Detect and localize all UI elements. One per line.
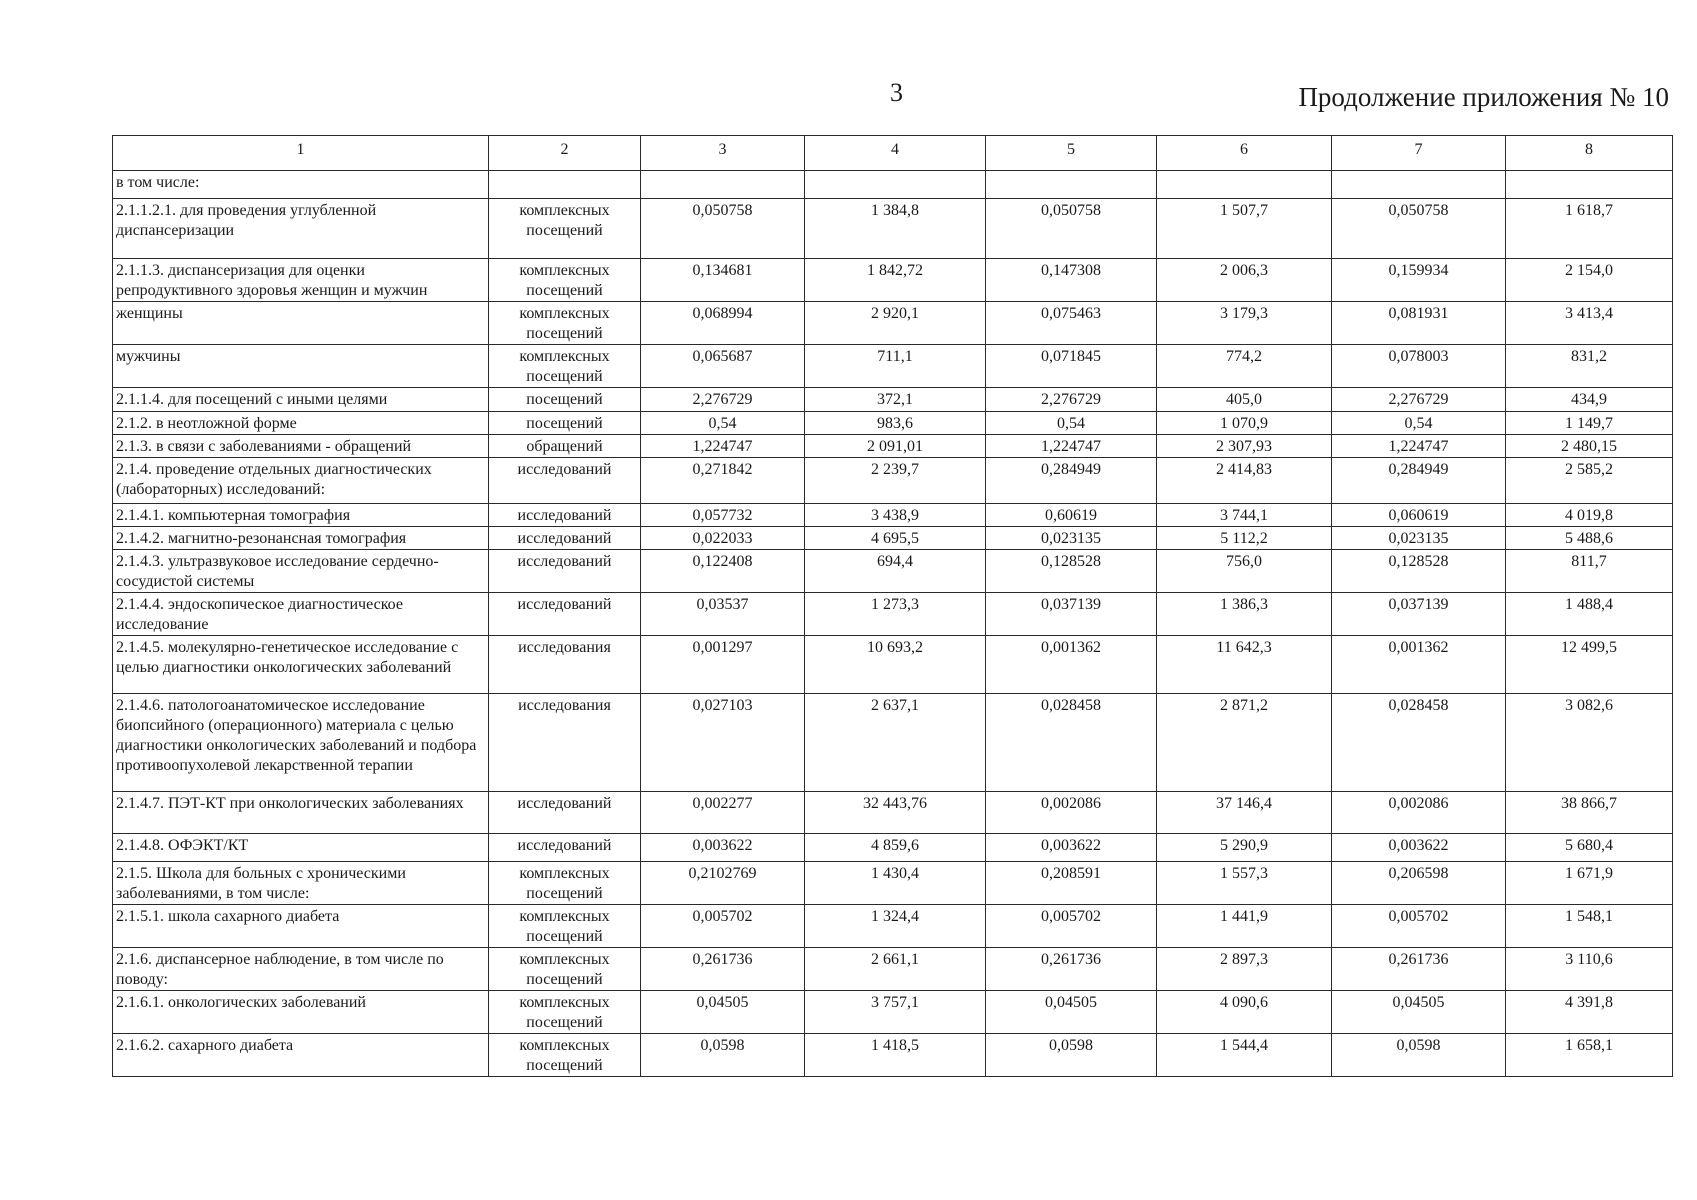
value-cell: 711,1	[805, 345, 986, 388]
value-cell: 0,028458	[986, 694, 1157, 792]
value-cell: 1 418,5	[805, 1034, 986, 1077]
value-cell: 0,206598	[1332, 862, 1506, 905]
table-row	[113, 550, 1673, 593]
value-cell	[805, 171, 986, 199]
value-cell: 2 239,7	[805, 458, 986, 504]
value-cell: 0,0598	[641, 1034, 805, 1077]
indicator-cell: 2.1.4.3. ультразвуковое исследование сердечно-сосудистой системы	[113, 550, 489, 593]
value-cell: 0,001362	[986, 636, 1157, 694]
value-cell: 1,224747	[641, 435, 805, 458]
indicator-cell: мужчины	[113, 345, 489, 388]
value-cell: 811,7	[1506, 550, 1673, 593]
value-cell: 2 920,1	[805, 302, 986, 345]
value-cell: 38 866,7	[1506, 792, 1673, 834]
value-cell: 2 585,2	[1506, 458, 1673, 504]
value-cell: 0,065687	[641, 345, 805, 388]
value-cell: 1 273,3	[805, 593, 986, 636]
unit-cell: комплексных посещений	[489, 345, 641, 388]
value-cell: 3 757,1	[805, 991, 986, 1034]
value-cell: 1 658,1	[1506, 1034, 1673, 1077]
value-cell: 0,023135	[986, 527, 1157, 550]
unit-cell: посещений	[489, 412, 641, 435]
value-cell: 3 179,3	[1157, 302, 1332, 345]
table-row	[113, 991, 1673, 1034]
unit-cell: обращений	[489, 435, 641, 458]
value-cell: 0,005702	[1332, 905, 1506, 948]
value-cell	[1332, 171, 1506, 199]
indicator-cell: 2.1.5. Школа для больных с хроническими заболеваниями, в том числе:	[113, 862, 489, 905]
unit-cell: исследований	[489, 550, 641, 593]
value-cell: 0,0598	[1332, 1034, 1506, 1077]
value-cell: 0,003622	[986, 834, 1157, 862]
value-cell: 10 693,2	[805, 636, 986, 694]
value-cell: 0,081931	[1332, 302, 1506, 345]
value-cell: 2 480,15	[1506, 435, 1673, 458]
value-cell: 1,224747	[1332, 435, 1506, 458]
value-cell: 0,071845	[986, 345, 1157, 388]
table-row	[113, 199, 1673, 259]
table-row	[113, 302, 1673, 345]
value-cell: 5 290,9	[1157, 834, 1332, 862]
table-row	[113, 636, 1673, 694]
value-cell: 0,54	[641, 412, 805, 435]
value-cell: 3 082,6	[1506, 694, 1673, 792]
column-header: 8	[1506, 136, 1673, 171]
value-cell: 434,9	[1506, 388, 1673, 412]
value-cell: 0,060619	[1332, 504, 1506, 527]
value-cell: 0,003622	[1332, 834, 1506, 862]
value-cell: 1 324,4	[805, 905, 986, 948]
indicator-cell: женщины	[113, 302, 489, 345]
table-row	[113, 504, 1673, 527]
indicator-cell: 2.1.1.4. для посещений с иными целями	[113, 388, 489, 412]
value-cell: 2 414,83	[1157, 458, 1332, 504]
unit-cell: исследований	[489, 458, 641, 504]
value-cell: 0,002086	[1332, 792, 1506, 834]
table-row	[113, 345, 1673, 388]
value-cell: 1 441,9	[1157, 905, 1332, 948]
value-cell	[1157, 171, 1332, 199]
value-cell: 0,037139	[1332, 593, 1506, 636]
table-row	[113, 527, 1673, 550]
value-cell: 405,0	[1157, 388, 1332, 412]
value-cell: 1 544,4	[1157, 1034, 1332, 1077]
value-cell: 2 091,01	[805, 435, 986, 458]
value-cell: 2 661,1	[805, 948, 986, 991]
value-cell: 0,005702	[641, 905, 805, 948]
value-cell: 4 859,6	[805, 834, 986, 862]
value-cell: 0,0598	[986, 1034, 1157, 1077]
value-cell: 0,001297	[641, 636, 805, 694]
table-row	[113, 948, 1673, 991]
value-cell: 0,271842	[641, 458, 805, 504]
indicator-cell: 2.1.1.3. диспансеризация для оценки репродуктивного здоровья женщин и мужчин	[113, 259, 489, 302]
value-cell: 983,6	[805, 412, 986, 435]
indicator-cell: 2.1.1.2.1. для проведения углубленной диспансеризации	[113, 199, 489, 259]
indicator-cell: 2.1.5.1. школа сахарного диабета	[113, 905, 489, 948]
unit-cell	[489, 171, 641, 199]
column-header: 4	[805, 136, 986, 171]
unit-cell: исследований	[489, 792, 641, 834]
value-cell: 0,261736	[986, 948, 1157, 991]
indicator-cell: в том числе:	[113, 171, 489, 199]
value-cell: 0,284949	[1332, 458, 1506, 504]
unit-cell: комплексных посещений	[489, 948, 641, 991]
unit-cell: комплексных посещений	[489, 862, 641, 905]
value-cell: 1 618,7	[1506, 199, 1673, 259]
unit-cell: комплексных посещений	[489, 259, 641, 302]
value-cell: 831,2	[1506, 345, 1673, 388]
value-cell: 1 671,9	[1506, 862, 1673, 905]
value-cell: 1 557,3	[1157, 862, 1332, 905]
value-cell: 2 897,3	[1157, 948, 1332, 991]
value-cell: 0,60619	[986, 504, 1157, 527]
column-header: 1	[113, 136, 489, 171]
unit-cell: исследований	[489, 527, 641, 550]
column-number-row	[113, 136, 1673, 171]
value-cell: 4 019,8	[1506, 504, 1673, 527]
value-cell: 32 443,76	[805, 792, 986, 834]
value-cell: 0,068994	[641, 302, 805, 345]
value-cell: 12 499,5	[1506, 636, 1673, 694]
table-row	[113, 862, 1673, 905]
indicator-cell: 2.1.4.2. магнитно-резонансная томография	[113, 527, 489, 550]
value-cell: 0,005702	[986, 905, 1157, 948]
value-cell: 1 149,7	[1506, 412, 1673, 435]
table-row	[113, 171, 1673, 199]
page-number: 3	[890, 78, 903, 107]
column-header: 3	[641, 136, 805, 171]
value-cell: 1 070,9	[1157, 412, 1332, 435]
table-row	[113, 593, 1673, 636]
value-cell: 0,159934	[1332, 259, 1506, 302]
value-cell: 0,023135	[1332, 527, 1506, 550]
value-cell: 0,002277	[641, 792, 805, 834]
data-table	[112, 135, 1673, 1077]
indicator-cell: 2.1.4. проведение отдельных диагностических (лабораторных) исследований:	[113, 458, 489, 504]
value-cell	[1506, 171, 1673, 199]
value-cell: 3 110,6	[1506, 948, 1673, 991]
value-cell: 5 112,2	[1157, 527, 1332, 550]
unit-cell: исследования	[489, 694, 641, 792]
value-cell: 0,003622	[641, 834, 805, 862]
value-cell: 0,057732	[641, 504, 805, 527]
table-row	[113, 905, 1673, 948]
unit-cell: комплексных посещений	[489, 905, 641, 948]
value-cell: 0,128528	[1332, 550, 1506, 593]
unit-cell: исследований	[489, 504, 641, 527]
value-cell: 0,122408	[641, 550, 805, 593]
table-body	[113, 171, 1673, 1077]
unit-cell: комплексных посещений	[489, 199, 641, 259]
value-cell: 4 391,8	[1506, 991, 1673, 1034]
value-cell: 3 744,1	[1157, 504, 1332, 527]
value-cell: 0,284949	[986, 458, 1157, 504]
table-row	[113, 388, 1673, 412]
indicator-cell: 2.1.4.7. ПЭТ-КТ при онкологических заболеваниях	[113, 792, 489, 834]
unit-cell: комплексных посещений	[489, 1034, 641, 1077]
table-row	[113, 834, 1673, 862]
value-cell: 1 430,4	[805, 862, 986, 905]
value-cell: 1 488,4	[1506, 593, 1673, 636]
unit-cell: комплексных посещений	[489, 991, 641, 1034]
unit-cell: посещений	[489, 388, 641, 412]
indicator-cell: 2.1.6. диспансерное наблюдение, в том числе по поводу:	[113, 948, 489, 991]
value-cell: 3 413,4	[1506, 302, 1673, 345]
value-cell	[641, 171, 805, 199]
value-cell: 0,128528	[986, 550, 1157, 593]
indicator-cell: 2.1.6.2. сахарного диабета	[113, 1034, 489, 1077]
value-cell: 1 384,8	[805, 199, 986, 259]
indicator-cell: 2.1.3. в связи с заболеваниями - обращений	[113, 435, 489, 458]
value-cell: 372,1	[805, 388, 986, 412]
value-cell: 0,027103	[641, 694, 805, 792]
unit-cell: исследований	[489, 593, 641, 636]
value-cell: 0,04505	[1332, 991, 1506, 1034]
appendix-caption: Продолжение приложения № 10	[1298, 82, 1669, 112]
value-cell: 2,276729	[641, 388, 805, 412]
value-cell: 0,050758	[641, 199, 805, 259]
table-row	[113, 792, 1673, 834]
column-header: 2	[489, 136, 641, 171]
indicator-cell: 2.1.4.8. ОФЭКТ/КТ	[113, 834, 489, 862]
unit-cell: исследований	[489, 834, 641, 862]
column-header: 6	[1157, 136, 1332, 171]
value-cell: 0,04505	[641, 991, 805, 1034]
indicator-cell: 2.1.4.1. компьютерная томография	[113, 504, 489, 527]
value-cell: 756,0	[1157, 550, 1332, 593]
value-cell: 0,075463	[986, 302, 1157, 345]
value-cell: 2 637,1	[805, 694, 986, 792]
indicator-cell: 2.1.2. в неотложной форме	[113, 412, 489, 435]
table-row	[113, 1034, 1673, 1077]
value-cell: 37 146,4	[1157, 792, 1332, 834]
value-cell: 11 642,3	[1157, 636, 1332, 694]
value-cell: 0,002086	[986, 792, 1157, 834]
value-cell: 5 680,4	[1506, 834, 1673, 862]
value-cell	[986, 171, 1157, 199]
value-cell: 4 090,6	[1157, 991, 1332, 1034]
value-cell: 0,050758	[986, 199, 1157, 259]
value-cell: 0,147308	[986, 259, 1157, 302]
value-cell: 774,2	[1157, 345, 1332, 388]
value-cell: 2,276729	[986, 388, 1157, 412]
value-cell: 0,261736	[1332, 948, 1506, 991]
value-cell: 0,050758	[1332, 199, 1506, 259]
table-row	[113, 694, 1673, 792]
value-cell: 694,4	[805, 550, 986, 593]
unit-cell: исследования	[489, 636, 641, 694]
value-cell: 0,04505	[986, 991, 1157, 1034]
value-cell: 4 695,5	[805, 527, 986, 550]
table-row	[113, 259, 1673, 302]
value-cell: 0,54	[986, 412, 1157, 435]
indicator-cell: 2.1.6.1. онкологических заболеваний	[113, 991, 489, 1034]
column-header: 7	[1332, 136, 1506, 171]
table-row	[113, 458, 1673, 504]
table-row	[113, 412, 1673, 435]
value-cell: 0,261736	[641, 948, 805, 991]
unit-cell: комплексных посещений	[489, 302, 641, 345]
value-cell: 1 507,7	[1157, 199, 1332, 259]
value-cell: 2 307,93	[1157, 435, 1332, 458]
value-cell: 0,134681	[641, 259, 805, 302]
indicator-cell: 2.1.4.6. патологоанатомическое исследование биопсийного (операционного) материала с целью диагностики онкологических заболеваний и подбора противоопухолевой лекарственной терапии	[113, 694, 489, 792]
value-cell: 0,001362	[1332, 636, 1506, 694]
value-cell: 2 006,3	[1157, 259, 1332, 302]
value-cell: 0,208591	[986, 862, 1157, 905]
value-cell: 0,037139	[986, 593, 1157, 636]
value-cell: 0,54	[1332, 412, 1506, 435]
value-cell: 0,078003	[1332, 345, 1506, 388]
value-cell: 1,224747	[986, 435, 1157, 458]
table-row	[113, 435, 1673, 458]
indicator-cell: 2.1.4.4. эндоскопическое диагностическое исследование	[113, 593, 489, 636]
value-cell: 2 154,0	[1506, 259, 1673, 302]
value-cell: 0,03537	[641, 593, 805, 636]
value-cell: 0,022033	[641, 527, 805, 550]
value-cell: 1 386,3	[1157, 593, 1332, 636]
value-cell: 5 488,6	[1506, 527, 1673, 550]
value-cell: 3 438,9	[805, 504, 986, 527]
value-cell: 0,2102769	[641, 862, 805, 905]
column-header: 5	[986, 136, 1157, 171]
value-cell: 1 548,1	[1506, 905, 1673, 948]
value-cell: 1 842,72	[805, 259, 986, 302]
value-cell: 2,276729	[1332, 388, 1506, 412]
value-cell: 0,028458	[1332, 694, 1506, 792]
indicator-cell: 2.1.4.5. молекулярно-генетическое исследование с целью диагностики онкологических заболеваний	[113, 636, 489, 694]
value-cell: 2 871,2	[1157, 694, 1332, 792]
